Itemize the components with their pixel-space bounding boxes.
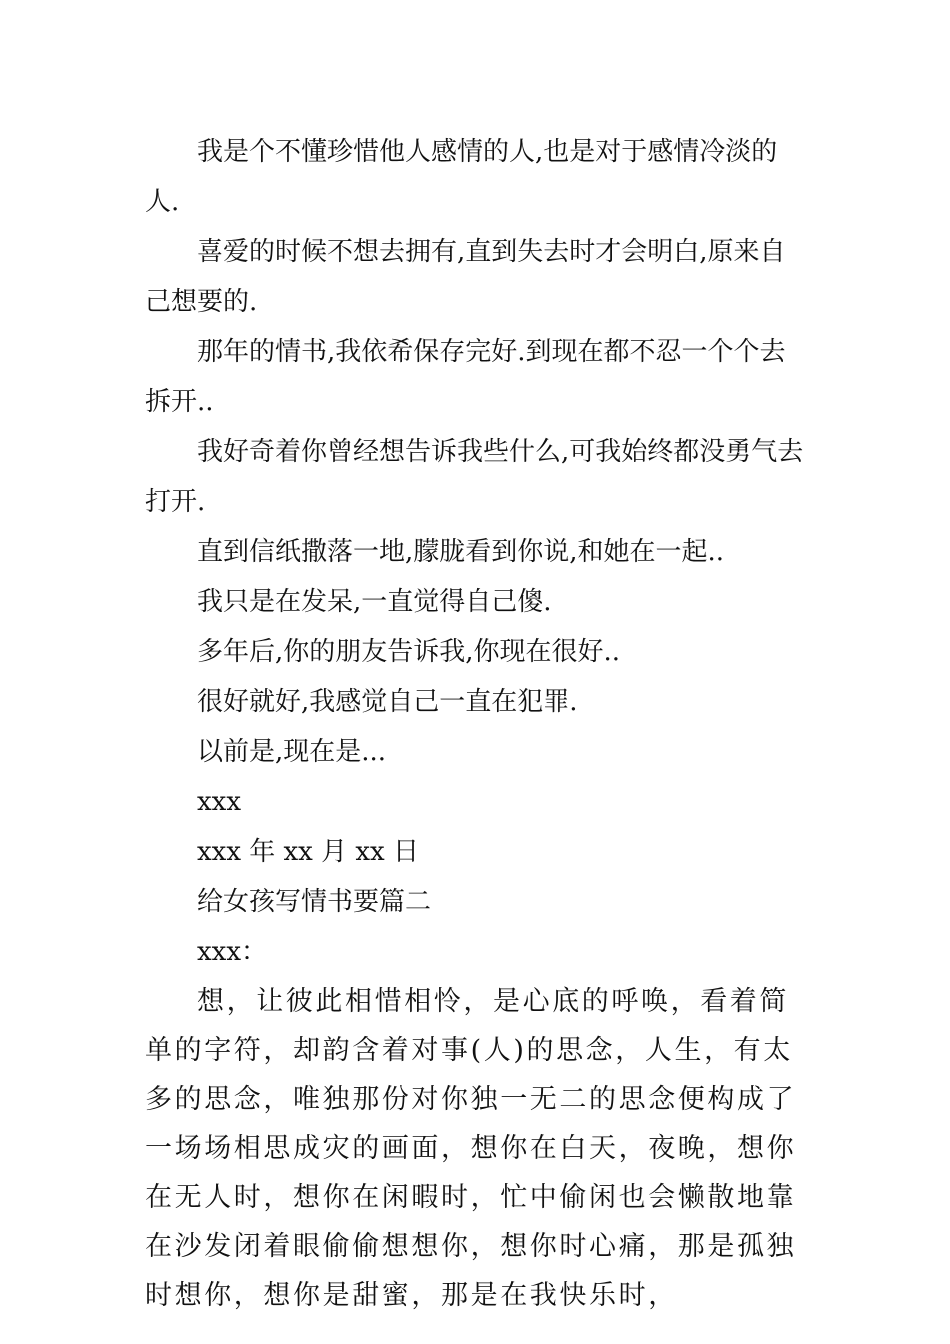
section-title: 给女孩写情书要篇二 — [197, 887, 432, 917]
signature: xxx — [197, 787, 241, 817]
letter-one — [145, 127, 810, 777]
letter-closing — [145, 777, 810, 977]
paragraph: 那年的情书,我依希保存完好.到现在都不忍一个个去拆开.. — [145, 337, 786, 417]
letter-two — [145, 977, 810, 1320]
paragraph: 想，让彼此相惜相怜，是心底的呼唤，看着简单的字符，却韵含着对事(人)的思念，人生，有太多的思念，唯独那份对你独一无二的思念便构成了一场场相思成灾的画面，想你在白天，夜晚，想你在无人时，想你在闲暇时，忙中偷闲也会懒散地靠在沙发闭着眼偷偷想想你，想你时心痛，那是孤独时想你，想你是甜蜜，那是在我快乐时， — [145, 986, 797, 1311]
paragraph: 多年后,你的朋友告诉我,你现在很好.. — [197, 637, 621, 667]
paragraph: 很好就好,我感觉自己一直在犯罪. — [197, 687, 578, 717]
paragraph: 我只是在发呆,一直觉得自己傻. — [197, 587, 552, 617]
paragraph: 直到信纸撒落一地,朦胧看到你说,和她在一起.. — [197, 537, 725, 567]
paragraph: 喜爱的时候不想去拥有,直到失去时才会明白,原来自己想要的. — [145, 237, 786, 317]
document-body — [145, 127, 810, 1320]
date: xxx 年 xx 月 xx 日 — [197, 837, 419, 867]
paragraph: 以前是,现在是... — [197, 737, 387, 767]
salutation: xxx： — [197, 937, 267, 967]
paragraph: 我是个不懂珍惜他人感情的人,也是对于感情冷淡的人. — [145, 137, 778, 217]
paragraph: 我好奇着你曾经想告诉我些什么,可我始终都没勇气去打开. — [145, 437, 804, 517]
